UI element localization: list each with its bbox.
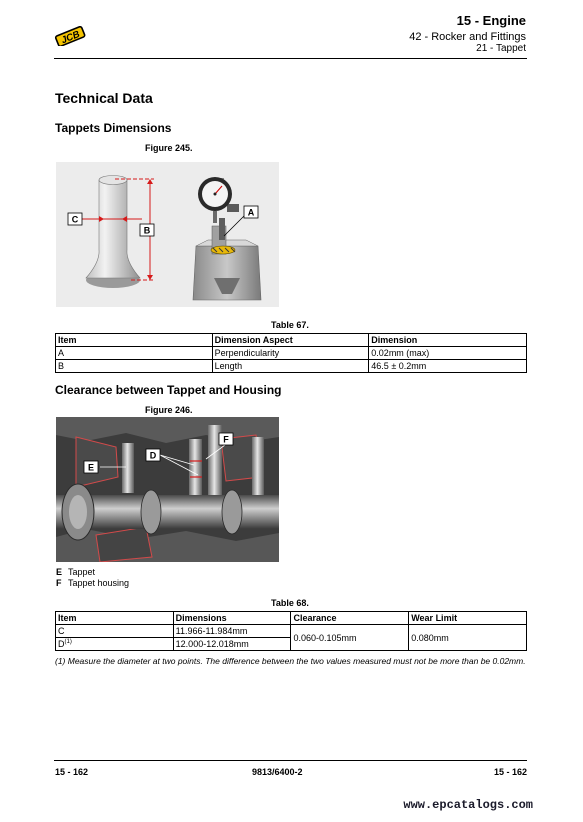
table-68-header: Wear Limit [409, 612, 527, 625]
legend-text: Tappet [68, 567, 96, 577]
table-row [56, 625, 527, 638]
label-d: D [149, 450, 157, 461]
footer-page-right: 15 - 162 [493, 767, 527, 777]
legend-text: Tappet housing [68, 578, 130, 588]
table-cell: Perpendicularity [212, 347, 369, 360]
table-cell: 12.000-12.018mm [173, 638, 291, 651]
table-cell: A [56, 347, 213, 360]
subsection-title: 21 - Tappet [476, 43, 526, 54]
footer-page-left: 15 - 162 [55, 767, 89, 777]
clearance-heading: Clearance between Tappet and Housing [55, 383, 282, 397]
figure-245-tappet-dimensions [56, 162, 279, 307]
jcb-logo [54, 26, 86, 46]
table-68-header: Item [56, 612, 174, 625]
footer-divider [54, 760, 527, 761]
table-cell: Length [212, 360, 369, 373]
legend-key: F [56, 578, 62, 588]
table-cell [56, 638, 174, 651]
figure-246-caption: Figure 246. [145, 405, 193, 415]
table-row [56, 347, 527, 360]
label-e: E [87, 462, 95, 473]
chapter-title: 15 - Engine [456, 13, 526, 28]
footnote-ref: (1) [64, 639, 72, 645]
tappet-e [122, 443, 134, 493]
tappets-dimensions-heading: Tappets Dimensions [55, 121, 172, 135]
table-cell: 46.5 ± 0.2mm [369, 360, 527, 373]
header-divider [54, 58, 527, 59]
legend-item [56, 567, 95, 577]
table-67-header: Item [56, 334, 213, 347]
table-cell: 0.080mm [409, 625, 527, 651]
table-68 [55, 611, 527, 651]
tappet-d [189, 439, 202, 499]
label-b: B [143, 225, 151, 236]
label-a: A [247, 207, 255, 218]
label-f: F [223, 434, 229, 445]
table-67-caption: Table 67. [271, 320, 309, 330]
table-68-header: Dimensions [173, 612, 291, 625]
technical-data-heading: Technical Data [55, 90, 153, 106]
label-c: C [71, 214, 79, 225]
table-67-header: Dimension [369, 334, 527, 347]
section-title: 42 - Rocker and Fittings [409, 31, 526, 43]
table-68-header-row [56, 612, 527, 625]
legend-key: E [56, 567, 63, 577]
table-68-footnote: (1) Measure the diameter at two points. The difference between the two values measured must not be more than be 0.02mm. [55, 656, 526, 666]
table-cell: 11.966-11.984mm [173, 625, 291, 638]
legend-item [56, 578, 129, 588]
tappet-top-face [99, 176, 127, 185]
item-d: D [58, 639, 65, 649]
table-cell: B [56, 360, 213, 373]
table-67-header: Dimension Aspect [212, 334, 369, 347]
table-67-header-row [56, 334, 527, 347]
table-cell: C [56, 625, 174, 638]
table-cell: 0.060-0.105mm [291, 625, 409, 651]
figure-245-caption: Figure 245. [145, 143, 193, 153]
table-68-caption: Table 68. [271, 598, 309, 608]
figure-246-tappet-housing [56, 417, 279, 562]
table-68-header: Clearance [291, 612, 409, 625]
table-row [56, 360, 527, 373]
footer-doc-number: 9813/6400-2 [252, 767, 303, 777]
table-cell: 0.02mm (max) [369, 347, 527, 360]
table-67 [55, 333, 527, 373]
watermark-url: www.epcatalogs.com [403, 798, 533, 812]
jcb-logo-text: JCB [59, 28, 82, 46]
